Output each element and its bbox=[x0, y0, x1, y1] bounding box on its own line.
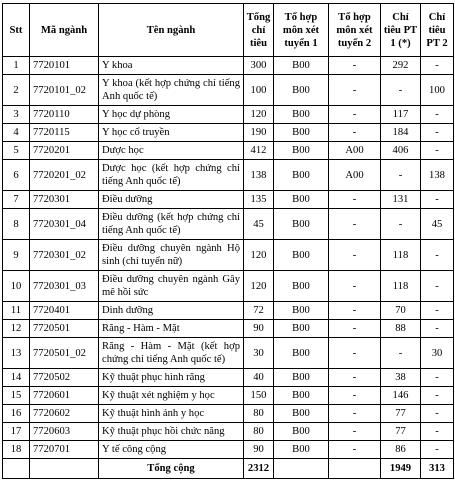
cell-name: Điều dưỡng (kết hợp chứng chỉ tiếng Anh quốc tế) bbox=[99, 209, 244, 240]
cell-combo1: B00 bbox=[274, 423, 329, 441]
cell-code: 7720501 bbox=[30, 320, 99, 338]
table-row bbox=[3, 441, 454, 459]
cell-total: 120 bbox=[244, 106, 274, 124]
cell-pt2: - bbox=[421, 405, 454, 423]
cell-stt: 2 bbox=[3, 75, 30, 106]
cell-combo2: - bbox=[329, 338, 381, 369]
header-total: Tổng chỉ tiêu bbox=[244, 4, 274, 57]
cell-name: Điều dưỡng chuyên ngành Gây mê hồi sức bbox=[99, 271, 244, 302]
header-combo1: Tổ hợp môn xét tuyển 1 bbox=[274, 4, 329, 57]
cell-code: 7720301 bbox=[30, 191, 99, 209]
cell-stt: 8 bbox=[3, 209, 30, 240]
cell-combo2: - bbox=[329, 124, 381, 142]
cell-pt2: - bbox=[421, 240, 454, 271]
cell-pt1: 118 bbox=[381, 240, 421, 271]
cell-combo2: A00 bbox=[329, 142, 381, 160]
cell-combo1: B00 bbox=[274, 124, 329, 142]
table-row bbox=[3, 423, 454, 441]
header-pt2: Chỉ tiêu PT 2 bbox=[421, 4, 454, 57]
table-row bbox=[3, 405, 454, 423]
cell-stt: 1 bbox=[3, 57, 30, 75]
cell-code: 7720401 bbox=[30, 302, 99, 320]
cell-combo2: - bbox=[329, 75, 381, 106]
cell-total: 90 bbox=[244, 441, 274, 459]
cell-pt1: - bbox=[381, 338, 421, 369]
cell-code: 7720110 bbox=[30, 106, 99, 124]
cell-stt: 18 bbox=[3, 441, 30, 459]
cell-combo1: B00 bbox=[274, 191, 329, 209]
cell-combo2: - bbox=[329, 240, 381, 271]
cell-total: 120 bbox=[244, 271, 274, 302]
table-row bbox=[3, 369, 454, 387]
cell-pt1: 118 bbox=[381, 271, 421, 302]
cell-pt1: 292 bbox=[381, 57, 421, 75]
cell-code: 7720201_02 bbox=[30, 160, 99, 191]
cell-code: 7720201 bbox=[30, 142, 99, 160]
cell-name: Kỹ thuật xét nghiệm y học bbox=[99, 387, 244, 405]
cell-name: Kỹ thuật hình ảnh y học bbox=[99, 405, 244, 423]
cell-name: Y học dự phòng bbox=[99, 106, 244, 124]
cell-total: 30 bbox=[244, 338, 274, 369]
total-combo2 bbox=[329, 459, 381, 479]
table-row bbox=[3, 271, 454, 302]
cell-combo2: - bbox=[329, 405, 381, 423]
header-name: Tên ngành bbox=[99, 4, 244, 57]
cell-pt2: 138 bbox=[421, 160, 454, 191]
cell-combo2: - bbox=[329, 209, 381, 240]
cell-combo2: A00 bbox=[329, 160, 381, 191]
cell-name: Dược học bbox=[99, 142, 244, 160]
cell-total: 72 bbox=[244, 302, 274, 320]
cell-code: 7720301_02 bbox=[30, 240, 99, 271]
cell-code: 7720101 bbox=[30, 57, 99, 75]
cell-code: 7720301_04 bbox=[30, 209, 99, 240]
table-row bbox=[3, 320, 454, 338]
total-label: Tổng cộng bbox=[99, 459, 244, 479]
cell-pt1: 184 bbox=[381, 124, 421, 142]
cell-total: 100 bbox=[244, 75, 274, 106]
cell-pt1: 77 bbox=[381, 423, 421, 441]
cell-name: Điều dưỡng chuyên ngành Hộ sinh (chỉ tuyển nữ) bbox=[99, 240, 244, 271]
cell-total: 300 bbox=[244, 57, 274, 75]
header-pt1: Chỉ tiêu PT 1 (*) bbox=[381, 4, 421, 57]
cell-pt2: - bbox=[421, 369, 454, 387]
total-pt2: 313 bbox=[421, 459, 454, 479]
total-pt1: 1949 bbox=[381, 459, 421, 479]
cell-stt: 7 bbox=[3, 191, 30, 209]
cell-pt1: 406 bbox=[381, 142, 421, 160]
cell-name: Dược học (kết hợp chứng chỉ tiếng Anh quốc tế) bbox=[99, 160, 244, 191]
cell-name: Răng - Hàm - Mặt bbox=[99, 320, 244, 338]
cell-total: 80 bbox=[244, 405, 274, 423]
header-row bbox=[3, 4, 454, 57]
table-row bbox=[3, 160, 454, 191]
cell-combo1: B00 bbox=[274, 369, 329, 387]
cell-total: 45 bbox=[244, 209, 274, 240]
cell-pt2: - bbox=[421, 302, 454, 320]
cell-combo1: B00 bbox=[274, 142, 329, 160]
cell-name: Y khoa (kết hợp chứng chỉ tiếng Anh quốc tế) bbox=[99, 75, 244, 106]
cell-name: Y khoa bbox=[99, 57, 244, 75]
cell-stt: 3 bbox=[3, 106, 30, 124]
cell-code: 7720301_03 bbox=[30, 271, 99, 302]
header-combo2: Tổ hợp môn xét tuyển 2 bbox=[329, 4, 381, 57]
cell-combo1: B00 bbox=[274, 106, 329, 124]
cell-name: Răng - Hàm - Mặt (kết hợp chứng chỉ tiếng Anh quốc tế) bbox=[99, 338, 244, 369]
cell-pt2: - bbox=[421, 142, 454, 160]
cell-total: 40 bbox=[244, 369, 274, 387]
cell-stt: 16 bbox=[3, 405, 30, 423]
cell-stt: 15 bbox=[3, 387, 30, 405]
cell-code: 7720701 bbox=[30, 441, 99, 459]
table-row bbox=[3, 209, 454, 240]
cell-pt1: 146 bbox=[381, 387, 421, 405]
table-row bbox=[3, 302, 454, 320]
cell-total: 135 bbox=[244, 191, 274, 209]
cell-pt2: - bbox=[421, 106, 454, 124]
total-stt bbox=[3, 459, 30, 479]
cell-pt2: - bbox=[421, 191, 454, 209]
cell-combo2: - bbox=[329, 57, 381, 75]
table-row bbox=[3, 75, 454, 106]
cell-code: 7720603 bbox=[30, 423, 99, 441]
cell-pt2: - bbox=[421, 441, 454, 459]
cell-pt1: - bbox=[381, 209, 421, 240]
cell-combo2: - bbox=[329, 423, 381, 441]
cell-stt: 5 bbox=[3, 142, 30, 160]
cell-stt: 10 bbox=[3, 271, 30, 302]
cell-pt2: 100 bbox=[421, 75, 454, 106]
cell-pt1: 131 bbox=[381, 191, 421, 209]
cell-combo1: B00 bbox=[274, 271, 329, 302]
admission-table-container bbox=[2, 3, 454, 479]
cell-combo1: B00 bbox=[274, 57, 329, 75]
cell-stt: 13 bbox=[3, 338, 30, 369]
cell-pt1: 38 bbox=[381, 369, 421, 387]
table-body bbox=[3, 57, 454, 459]
cell-combo2: - bbox=[329, 302, 381, 320]
cell-total: 120 bbox=[244, 240, 274, 271]
cell-stt: 6 bbox=[3, 160, 30, 191]
cell-pt1: 88 bbox=[381, 320, 421, 338]
cell-total: 80 bbox=[244, 423, 274, 441]
cell-combo2: - bbox=[329, 320, 381, 338]
cell-code: 7720502 bbox=[30, 369, 99, 387]
cell-total: 138 bbox=[244, 160, 274, 191]
header-stt: Stt bbox=[3, 4, 30, 57]
total-code bbox=[30, 459, 99, 479]
cell-pt1: 70 bbox=[381, 302, 421, 320]
table-row bbox=[3, 387, 454, 405]
cell-pt2: - bbox=[421, 57, 454, 75]
table-row bbox=[3, 338, 454, 369]
cell-total: 190 bbox=[244, 124, 274, 142]
cell-pt2: - bbox=[421, 320, 454, 338]
cell-name: Kỹ thuật phục hình răng bbox=[99, 369, 244, 387]
table-row bbox=[3, 124, 454, 142]
table-row bbox=[3, 57, 454, 75]
cell-combo1: B00 bbox=[274, 75, 329, 106]
cell-stt: 14 bbox=[3, 369, 30, 387]
total-row bbox=[3, 459, 454, 479]
cell-combo1: B00 bbox=[274, 338, 329, 369]
cell-stt: 17 bbox=[3, 423, 30, 441]
cell-stt: 4 bbox=[3, 124, 30, 142]
cell-code: 7720501_02 bbox=[30, 338, 99, 369]
cell-combo2: - bbox=[329, 441, 381, 459]
cell-code: 7720115 bbox=[30, 124, 99, 142]
cell-combo2: - bbox=[329, 387, 381, 405]
cell-combo1: B00 bbox=[274, 320, 329, 338]
cell-code: 7720602 bbox=[30, 405, 99, 423]
table-row bbox=[3, 142, 454, 160]
cell-pt1: 86 bbox=[381, 441, 421, 459]
cell-pt2: - bbox=[421, 423, 454, 441]
cell-total: 150 bbox=[244, 387, 274, 405]
table-row bbox=[3, 191, 454, 209]
cell-stt: 12 bbox=[3, 320, 30, 338]
cell-stt: 9 bbox=[3, 240, 30, 271]
cell-combo2: - bbox=[329, 369, 381, 387]
cell-pt2: 30 bbox=[421, 338, 454, 369]
cell-pt2: 45 bbox=[421, 209, 454, 240]
cell-pt1: - bbox=[381, 75, 421, 106]
cell-pt2: - bbox=[421, 124, 454, 142]
cell-stt: 11 bbox=[3, 302, 30, 320]
cell-name: Y tế công cộng bbox=[99, 441, 244, 459]
cell-combo1: B00 bbox=[274, 441, 329, 459]
cell-total: 90 bbox=[244, 320, 274, 338]
header-code: Mã ngành bbox=[30, 4, 99, 57]
cell-pt2: - bbox=[421, 271, 454, 302]
table-row bbox=[3, 240, 454, 271]
cell-combo2: - bbox=[329, 271, 381, 302]
cell-pt1: 77 bbox=[381, 405, 421, 423]
cell-combo1: B00 bbox=[274, 302, 329, 320]
cell-combo1: B00 bbox=[274, 160, 329, 191]
cell-name: Y học cổ truyền bbox=[99, 124, 244, 142]
cell-combo2: - bbox=[329, 191, 381, 209]
total-combo1 bbox=[274, 459, 329, 479]
cell-combo1: B00 bbox=[274, 387, 329, 405]
admission-quota-table bbox=[2, 3, 454, 479]
total-total: 2312 bbox=[244, 459, 274, 479]
cell-pt2: - bbox=[421, 387, 454, 405]
cell-combo1: B00 bbox=[274, 240, 329, 271]
cell-code: 7720601 bbox=[30, 387, 99, 405]
cell-code: 7720101_02 bbox=[30, 75, 99, 106]
cell-name: Điều dưỡng bbox=[99, 191, 244, 209]
cell-pt1: 117 bbox=[381, 106, 421, 124]
cell-name: Kỹ thuật phục hồi chức năng bbox=[99, 423, 244, 441]
cell-name: Dinh dưỡng bbox=[99, 302, 244, 320]
cell-combo1: B00 bbox=[274, 405, 329, 423]
cell-total: 412 bbox=[244, 142, 274, 160]
cell-combo1: B00 bbox=[274, 209, 329, 240]
cell-combo2: - bbox=[329, 106, 381, 124]
cell-pt1: - bbox=[381, 160, 421, 191]
table-row bbox=[3, 106, 454, 124]
